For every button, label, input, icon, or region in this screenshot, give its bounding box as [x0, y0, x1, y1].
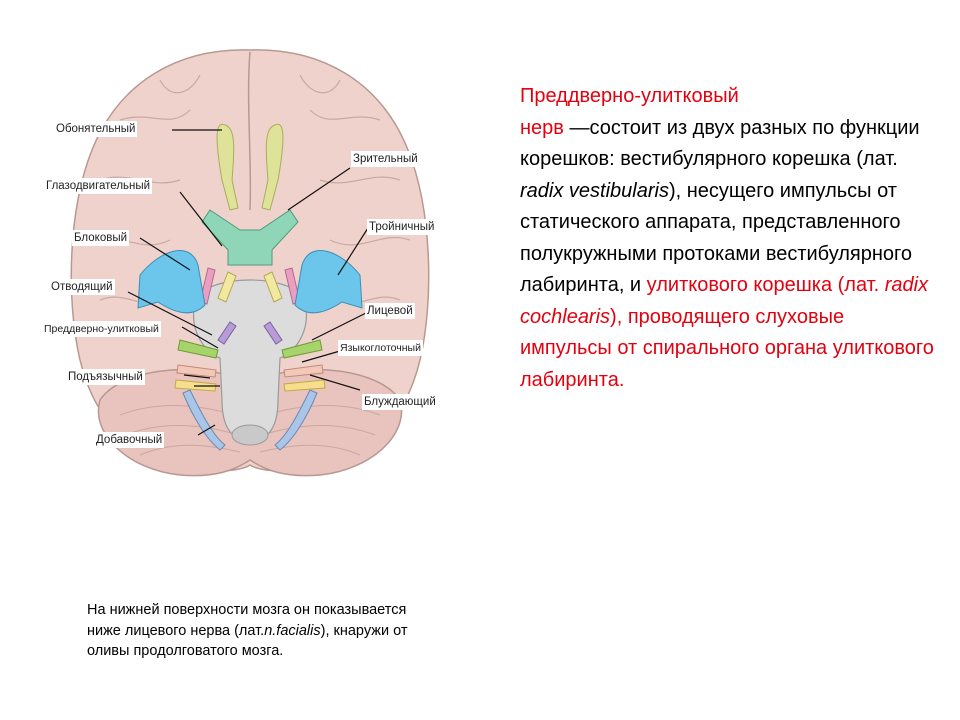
cochlear-part-1: улиткового корешка (лат. [646, 274, 885, 296]
title-line-1: Преддверно-улитковый [520, 85, 739, 107]
label-olfactory: Обонятельный [56, 123, 136, 135]
label-facial: Лицевой [367, 305, 413, 317]
label-vagus: Блуждающий [364, 396, 436, 408]
label-optic: Зрительный [353, 153, 418, 165]
brain-illustration [40, 40, 480, 480]
caption-term: n.facialis [264, 622, 321, 639]
label-hypoglossal: Подъязычный [68, 371, 143, 383]
label-trochlear: Блоковый [74, 232, 128, 244]
term-vestibular: radix vestibularis [520, 179, 669, 202]
label-oculomotor: Глазодвигательный [46, 180, 151, 192]
figure-caption [87, 600, 417, 662]
title-line-2: нерв [520, 116, 564, 139]
description-part-2: ), несущего импульсы от статического аппарата, представленного полукружными протоками вестибулярного лабиринта, и [520, 179, 913, 296]
label-accessory: Добавочный [96, 434, 163, 446]
term-cochlear: radix cochlearis [520, 274, 929, 328]
caption-part-2: ), кнаружи от оливы продолговатого мозга. [87, 622, 408, 659]
label-abducens: Отводящий [51, 281, 113, 293]
label-glossopharyngeal: Языкоглоточный [340, 342, 421, 354]
label-vestibulocochlear: Преддверно-улитковый [44, 323, 159, 335]
cochlear-part-2: ), проводящего слуховые импульсы от спирального органа улиткового лабиринта. [520, 305, 934, 391]
brain-base-figure [40, 40, 480, 480]
caption-part-1: На нижней поверхности мозга он показывается ниже лицевого нерва (лат. [87, 602, 407, 639]
main-description [520, 81, 940, 396]
label-trigeminal: Тройничный [369, 221, 435, 233]
description-part-1: —состоит из двух разных по функции корешков: вестибулярного корешка (лат. [520, 116, 920, 170]
